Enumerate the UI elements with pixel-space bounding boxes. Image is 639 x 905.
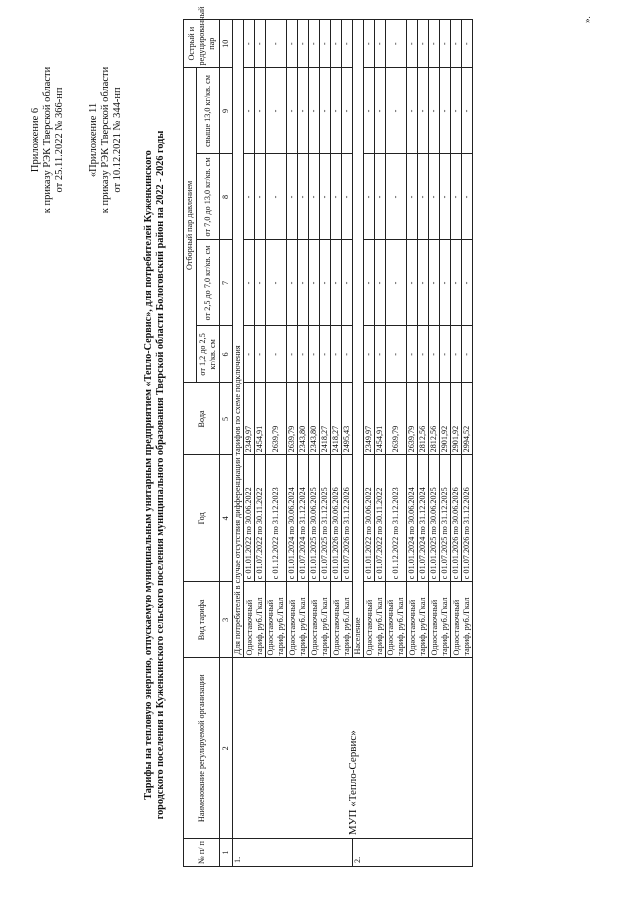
steam-p3: - <box>342 154 353 240</box>
tariff-period: с 01.07.2025 по 31.12.2025 <box>320 455 331 582</box>
steam-p4: - <box>364 68 375 154</box>
column-number: 9 <box>220 68 233 154</box>
steam-p4: - <box>331 68 342 154</box>
sharp-steam: - <box>440 20 451 68</box>
appendix-previous-line: «Приложение 11 <box>88 102 99 178</box>
closing-mark: ». <box>582 16 592 23</box>
steam-p4: - <box>255 68 266 154</box>
sharp-steam: - <box>462 20 473 68</box>
sharp-steam: - <box>266 20 287 68</box>
steam-p4: - <box>287 68 298 154</box>
table-body <box>233 20 473 867</box>
header-type: Вид тарифа <box>184 582 220 658</box>
tariff-type: Одноставочный тариф, руб./Гкал <box>407 582 429 658</box>
steam-p1: - <box>298 326 309 383</box>
steam-p4: - <box>440 68 451 154</box>
steam-p1: - <box>407 326 418 383</box>
sharp-steam: - <box>364 20 375 68</box>
steam-p4: - <box>429 68 440 154</box>
steam-p1: - <box>386 326 407 383</box>
steam-p3: - <box>320 154 331 240</box>
column-number: 2 <box>220 658 233 839</box>
steam-p2: - <box>309 240 320 326</box>
tariff-type: Одноставочный тариф, руб./Гкал <box>266 582 287 658</box>
steam-p2: - <box>298 240 309 326</box>
sharp-steam: - <box>320 20 331 68</box>
steam-p1: - <box>244 326 255 383</box>
steam-p4: - <box>266 68 287 154</box>
sharp-steam: - <box>386 20 407 68</box>
tariff-period: с 01.12.2022 по 31.12.2023 <box>386 455 407 582</box>
water-tariff: 2639,79 <box>266 383 287 455</box>
steam-p3: - <box>244 154 255 240</box>
tariff-period: с 01.07.2022 по 30.11.2022 <box>375 455 386 582</box>
tariff-table <box>183 6 473 867</box>
steam-p3: - <box>266 154 287 240</box>
column-number: 7 <box>220 240 233 326</box>
steam-p2: - <box>429 240 440 326</box>
tariff-type: Одноставочный тариф, руб./Гкал <box>451 582 473 658</box>
tariff-period: с 01.07.2024 по 31.12.2024 <box>418 455 429 582</box>
sharp-steam: - <box>407 20 418 68</box>
steam-p2: - <box>407 240 418 326</box>
sharp-steam: - <box>331 20 342 68</box>
water-tariff: 2349,97 <box>364 383 375 455</box>
organization-name: МУП «Тепло-Сервис» <box>233 658 473 839</box>
steam-p4: - <box>462 68 473 154</box>
sharp-steam: - <box>309 20 320 68</box>
steam-p2: - <box>364 240 375 326</box>
steam-p1: - <box>451 326 462 383</box>
header-org: Наименование регулируемой организации <box>184 658 220 839</box>
steam-p4: - <box>298 68 309 154</box>
tariff-period: с 01.07.2022 по 30.11.2022 <box>255 455 266 582</box>
column-number: 6 <box>220 326 233 383</box>
tariff-type: Одноставочный тариф, руб./Гкал <box>364 582 386 658</box>
tariff-period: с 01.01.2025 по 30.06.2025 <box>429 455 440 582</box>
water-tariff: 2994,52 <box>462 383 473 455</box>
tariff-period: с 01.07.2026 по 31.12.2026 <box>462 455 473 582</box>
steam-p2: - <box>386 240 407 326</box>
column-number: 3 <box>220 582 233 658</box>
water-tariff: 2418,27 <box>331 383 342 455</box>
sharp-steam: - <box>451 20 462 68</box>
sharp-steam: - <box>287 20 298 68</box>
tariff-period: с 01.01.2022 по 30.06.2022 <box>244 455 255 582</box>
steam-p2: - <box>342 240 353 326</box>
tariff-type: Одноставочный тариф, руб./Гкал <box>429 582 451 658</box>
header-p2: от 2,5 до 7,0 кг/кв. см <box>197 240 220 326</box>
tariff-period: с 01.01.2024 по 30.06.2024 <box>407 455 418 582</box>
steam-p2: - <box>451 240 462 326</box>
tariff-period: с 01.01.2026 по 30.06.2026 <box>331 455 342 582</box>
steam-p2: - <box>287 240 298 326</box>
header-p4: свыше 13,0 кг/кв. см <box>197 68 220 154</box>
steam-p3: - <box>309 154 320 240</box>
steam-p2: - <box>375 240 386 326</box>
water-tariff: 2812,56 <box>418 383 429 455</box>
steam-p3: - <box>462 154 473 240</box>
column-number-row <box>220 20 233 867</box>
steam-p2: - <box>462 240 473 326</box>
water-tariff: 2639,79 <box>407 383 418 455</box>
steam-p2: - <box>244 240 255 326</box>
steam-p1: - <box>331 326 342 383</box>
water-tariff: 2639,79 <box>287 383 298 455</box>
water-tariff: 2418,27 <box>320 383 331 455</box>
appendix-current-line: к приказу РЭК Тверской области <box>42 66 53 214</box>
appendix-current-line: Приложение 6 <box>30 107 41 173</box>
steam-p1: - <box>309 326 320 383</box>
steam-p4: - <box>244 68 255 154</box>
steam-p1: - <box>429 326 440 383</box>
steam-p4: - <box>386 68 407 154</box>
tariff-period: с 01.07.2024 по 31.12.2024 <box>298 455 309 582</box>
steam-p3: - <box>287 154 298 240</box>
table-header-row <box>184 20 197 867</box>
water-tariff: 2901,92 <box>440 383 451 455</box>
appendix-previous-block <box>88 45 124 235</box>
section-number: 1. <box>233 839 353 867</box>
tariff-period: с 01.12.2022 по 31.12.2023 <box>266 455 287 582</box>
water-tariff: 2454,91 <box>375 383 386 455</box>
sharp-steam: - <box>418 20 429 68</box>
header-steam: Отборный пар давлением <box>184 68 197 383</box>
steam-p1: - <box>375 326 386 383</box>
steam-p3: - <box>298 154 309 240</box>
tariff-period: с 01.07.2025 по 31.12.2025 <box>440 455 451 582</box>
steam-p1: - <box>418 326 429 383</box>
tariff-period: с 01.01.2026 по 30.06.2026 <box>451 455 462 582</box>
water-tariff: 2639,79 <box>386 383 407 455</box>
tariff-type: Одноставочный тариф, руб./Гкал <box>309 582 331 658</box>
column-number: 10 <box>220 20 233 68</box>
steam-p3: - <box>364 154 375 240</box>
steam-p2: - <box>440 240 451 326</box>
steam-p4: - <box>375 68 386 154</box>
tariff-period: с 01.01.2022 по 30.06.2022 <box>364 455 375 582</box>
header-p3: от 7,0 до 13,0 кг/кв. см <box>197 154 220 240</box>
section-title: Население <box>353 20 364 659</box>
steam-p3: - <box>331 154 342 240</box>
section-number: 2. <box>353 839 473 867</box>
appendix-previous-line: к приказу РЭК Тверской области <box>100 66 111 214</box>
tariff-type: Одноставочный тариф, руб./Гкал <box>244 582 266 658</box>
appendix-current-line: от 25.11.2022 № 366-нп <box>54 87 65 193</box>
steam-p1: - <box>440 326 451 383</box>
steam-p3: - <box>451 154 462 240</box>
steam-p4: - <box>342 68 353 154</box>
water-tariff: 2454,91 <box>255 383 266 455</box>
sharp-steam: - <box>298 20 309 68</box>
header-p1: от 1,2 до 2,5 кг/кв. см <box>197 326 220 383</box>
tariff-period: с 01.01.2025 по 30.06.2025 <box>309 455 320 582</box>
steam-p1: - <box>364 326 375 383</box>
steam-p4: - <box>418 68 429 154</box>
sharp-steam: - <box>255 20 266 68</box>
steam-p3: - <box>429 154 440 240</box>
sharp-steam: - <box>375 20 386 68</box>
header-year: Год <box>184 455 220 582</box>
water-tariff: 2495,43 <box>342 383 353 455</box>
steam-p4: - <box>320 68 331 154</box>
header-sharp: Острый и редуцированный пар <box>184 20 220 68</box>
water-tariff: 2812,56 <box>429 383 440 455</box>
document-title-line-2: городского поселения и Куженкинского сельского поселения муниципального образования Тверской области Бологовский район на 2022 - 2026 годы <box>155 130 166 820</box>
appendix-current-block <box>30 65 66 215</box>
water-tariff: 2343,80 <box>309 383 320 455</box>
steam-p2: - <box>418 240 429 326</box>
steam-p1: - <box>342 326 353 383</box>
steam-p2: - <box>266 240 287 326</box>
steam-p1: - <box>320 326 331 383</box>
column-number: 4 <box>220 455 233 582</box>
steam-p4: - <box>451 68 462 154</box>
sharp-steam: - <box>244 20 255 68</box>
steam-p1: - <box>462 326 473 383</box>
steam-p3: - <box>386 154 407 240</box>
column-number: 5 <box>220 383 233 455</box>
steam-p3: - <box>255 154 266 240</box>
steam-p3: - <box>418 154 429 240</box>
section-title: Для потребителей в случае отсутствия дифференциации тарифов по схеме подключения <box>233 20 244 659</box>
steam-p3: - <box>375 154 386 240</box>
sharp-steam: - <box>429 20 440 68</box>
steam-p3: - <box>440 154 451 240</box>
appendix-previous-line: от 10.12.2021 № 344-нп <box>112 87 123 193</box>
steam-p3: - <box>407 154 418 240</box>
steam-p4: - <box>309 68 320 154</box>
tariff-type: Одноставочный тариф, руб./Гкал <box>331 582 353 658</box>
steam-p2: - <box>255 240 266 326</box>
steam-p4: - <box>407 68 418 154</box>
steam-p1: - <box>266 326 287 383</box>
column-number: 1 <box>220 839 233 867</box>
section-title-row <box>233 20 244 867</box>
steam-p2: - <box>320 240 331 326</box>
header-num: № п/ п <box>184 839 220 867</box>
water-tariff: 2901,92 <box>451 383 462 455</box>
water-tariff: 2349,97 <box>244 383 255 455</box>
column-number: 8 <box>220 154 233 240</box>
tariff-period: с 01.07.2026 по 31.12.2026 <box>342 455 353 582</box>
sharp-steam: - <box>342 20 353 68</box>
steam-p1: - <box>255 326 266 383</box>
header-water: Вода <box>184 383 220 455</box>
tariff-type: Одноставочный тариф, руб./Гкал <box>386 582 407 658</box>
water-tariff: 2343,80 <box>298 383 309 455</box>
document-title-line-1: Тарифы на тепловую энергию, отпускаемую муниципальным унитарным предприятием «Тепло-Сервис», для потребителей Куженкинского <box>143 150 154 800</box>
steam-p1: - <box>287 326 298 383</box>
steam-p2: - <box>331 240 342 326</box>
tariff-type: Одноставочный тариф, руб./Гкал <box>287 582 309 658</box>
tariff-period: с 01.01.2024 по 30.06.2024 <box>287 455 298 582</box>
